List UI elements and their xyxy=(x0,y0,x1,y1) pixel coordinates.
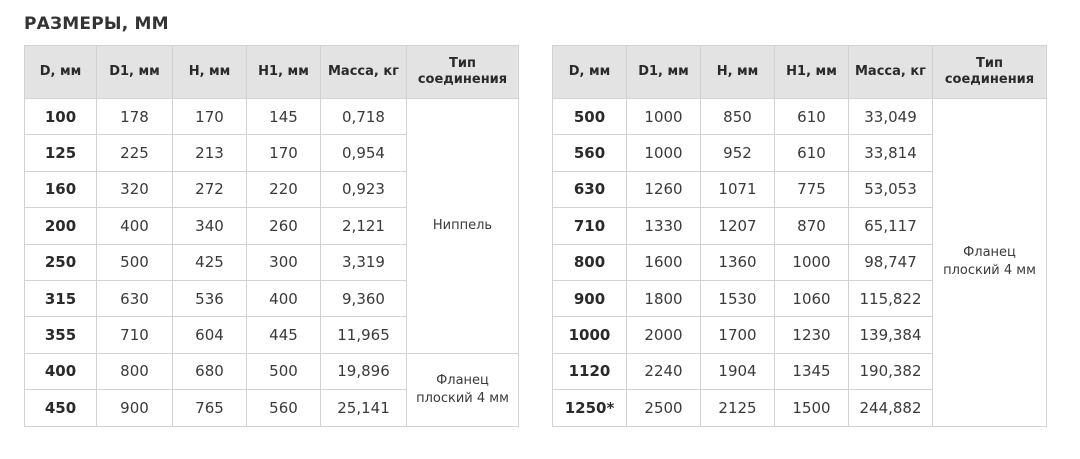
cell-h: 850 xyxy=(701,99,775,135)
cell-d: 900 xyxy=(553,280,627,316)
cell-mass: 25,141 xyxy=(321,390,407,426)
cell-mass: 3,319 xyxy=(321,244,407,280)
col-header-connection-type: Тип соединения xyxy=(407,46,519,99)
cell-h1: 870 xyxy=(775,208,849,244)
cell-h: 1904 xyxy=(701,353,775,389)
cell-h: 170 xyxy=(173,99,247,135)
cell-d1: 1800 xyxy=(627,280,701,316)
cell-mass: 2,121 xyxy=(321,208,407,244)
cell-h1: 220 xyxy=(247,171,321,207)
cell-mass: 0,718 xyxy=(321,99,407,135)
table-row xyxy=(553,99,1047,135)
cell-mass: 0,954 xyxy=(321,135,407,171)
cell-connection-type: Ниппель xyxy=(407,99,519,354)
cell-mass: 65,117 xyxy=(849,208,933,244)
cell-d1: 225 xyxy=(97,135,173,171)
cell-d1: 630 xyxy=(97,280,173,316)
cell-h: 340 xyxy=(173,208,247,244)
cell-h1: 145 xyxy=(247,99,321,135)
cell-mass: 33,814 xyxy=(849,135,933,171)
cell-d: 200 xyxy=(25,208,97,244)
cell-d1: 710 xyxy=(97,317,173,353)
col-header-h: H, мм xyxy=(701,46,775,99)
cell-d1: 2000 xyxy=(627,317,701,353)
cell-h1: 1345 xyxy=(775,353,849,389)
cell-h: 1071 xyxy=(701,171,775,207)
cell-h1: 1060 xyxy=(775,280,849,316)
cell-h1: 300 xyxy=(247,244,321,280)
cell-h: 2125 xyxy=(701,390,775,426)
cell-mass: 53,053 xyxy=(849,171,933,207)
cell-h1: 1500 xyxy=(775,390,849,426)
cell-h1: 610 xyxy=(775,135,849,171)
cell-h: 1207 xyxy=(701,208,775,244)
table-body xyxy=(25,99,519,427)
cell-d1: 500 xyxy=(97,244,173,280)
col-header-mass: Масса, кг xyxy=(321,46,407,99)
cell-d: 1250* xyxy=(553,390,627,426)
cell-mass: 9,360 xyxy=(321,280,407,316)
cell-d: 400 xyxy=(25,353,97,389)
col-header-h1: H1, мм xyxy=(775,46,849,99)
cell-h: 1360 xyxy=(701,244,775,280)
cell-h: 1700 xyxy=(701,317,775,353)
cell-d: 450 xyxy=(25,390,97,426)
table-header-row xyxy=(553,46,1047,99)
cell-h1: 560 xyxy=(247,390,321,426)
cell-mass: 139,384 xyxy=(849,317,933,353)
cell-d: 125 xyxy=(25,135,97,171)
cell-h1: 400 xyxy=(247,280,321,316)
cell-d1: 320 xyxy=(97,171,173,207)
cell-h1: 1000 xyxy=(775,244,849,280)
cell-d: 1120 xyxy=(553,353,627,389)
cell-mass: 0,923 xyxy=(321,171,407,207)
cell-mass: 11,965 xyxy=(321,317,407,353)
cell-mass: 244,882 xyxy=(849,390,933,426)
cell-h: 1530 xyxy=(701,280,775,316)
cell-d: 315 xyxy=(25,280,97,316)
cell-mass: 19,896 xyxy=(321,353,407,389)
col-header-d1: D1, мм xyxy=(627,46,701,99)
cell-h: 425 xyxy=(173,244,247,280)
cell-mass: 115,822 xyxy=(849,280,933,316)
cell-d1: 900 xyxy=(97,390,173,426)
cell-d1: 1260 xyxy=(627,171,701,207)
cell-h1: 170 xyxy=(247,135,321,171)
cell-mass: 190,382 xyxy=(849,353,933,389)
cell-d: 1000 xyxy=(553,317,627,353)
cell-d: 355 xyxy=(25,317,97,353)
cell-d: 630 xyxy=(553,171,627,207)
dimensions-table-left xyxy=(24,45,519,427)
cell-mass: 33,049 xyxy=(849,99,933,135)
col-header-h: H, мм xyxy=(173,46,247,99)
cell-d: 800 xyxy=(553,244,627,280)
table-body xyxy=(553,99,1047,427)
cell-h: 213 xyxy=(173,135,247,171)
cell-d1: 1000 xyxy=(627,99,701,135)
cell-d1: 800 xyxy=(97,353,173,389)
dimensions-table-right xyxy=(552,45,1047,427)
col-header-mass: Масса, кг xyxy=(849,46,933,99)
cell-h1: 260 xyxy=(247,208,321,244)
page-title: РАЗМЕРЫ, ММ xyxy=(24,14,169,34)
col-header-d1: D1, мм xyxy=(97,46,173,99)
cell-d: 250 xyxy=(25,244,97,280)
cell-d1: 400 xyxy=(97,208,173,244)
table-row xyxy=(25,353,519,389)
cell-h1: 1230 xyxy=(775,317,849,353)
cell-h1: 775 xyxy=(775,171,849,207)
cell-d1: 2500 xyxy=(627,390,701,426)
cell-d1: 178 xyxy=(97,99,173,135)
cell-connection-type: Фланец плоский 4 мм xyxy=(407,353,519,426)
cell-d: 100 xyxy=(25,99,97,135)
cell-d1: 1600 xyxy=(627,244,701,280)
cell-d: 560 xyxy=(553,135,627,171)
table-row xyxy=(25,99,519,135)
cell-d: 500 xyxy=(553,99,627,135)
cell-h: 604 xyxy=(173,317,247,353)
col-header-d: D, мм xyxy=(25,46,97,99)
cell-d: 160 xyxy=(25,171,97,207)
cell-h: 765 xyxy=(173,390,247,426)
cell-d1: 2240 xyxy=(627,353,701,389)
cell-h: 680 xyxy=(173,353,247,389)
table-header-row xyxy=(25,46,519,99)
col-header-d: D, мм xyxy=(553,46,627,99)
cell-h: 536 xyxy=(173,280,247,316)
cell-connection-type: Фланец плоский 4 мм xyxy=(933,99,1047,427)
cell-d1: 1330 xyxy=(627,208,701,244)
col-header-h1: H1, мм xyxy=(247,46,321,99)
col-header-connection-type: Тип соединения xyxy=(933,46,1047,99)
cell-mass: 98,747 xyxy=(849,244,933,280)
cell-h1: 610 xyxy=(775,99,849,135)
cell-h: 272 xyxy=(173,171,247,207)
cell-d1: 1000 xyxy=(627,135,701,171)
cell-h: 952 xyxy=(701,135,775,171)
cell-d: 710 xyxy=(553,208,627,244)
cell-h1: 445 xyxy=(247,317,321,353)
cell-h1: 500 xyxy=(247,353,321,389)
